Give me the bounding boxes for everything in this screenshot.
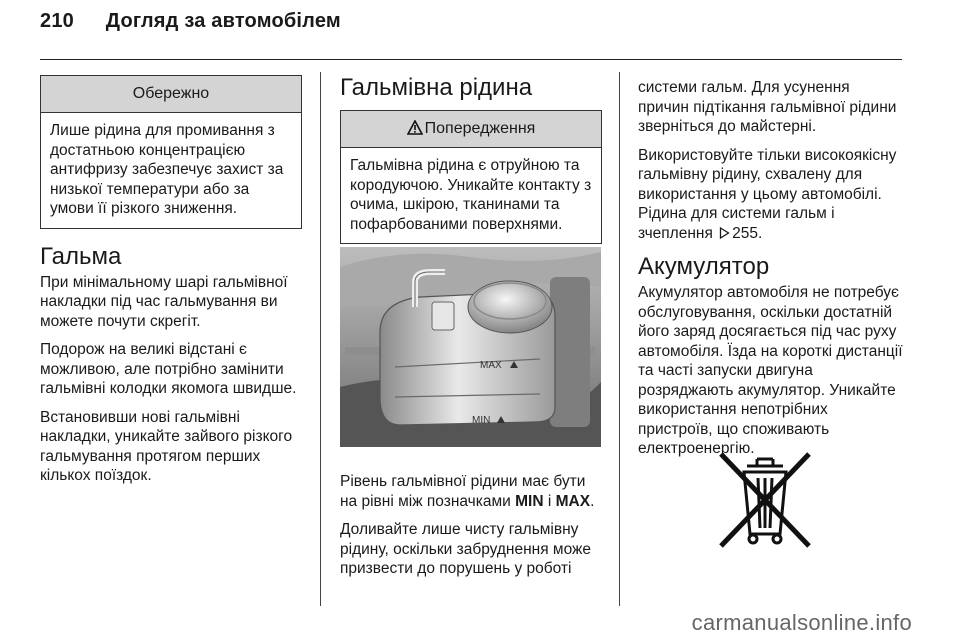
continuation-paragraph: системи гальм. Для усунення причин підтікання гальмівної рідини зверніться до майстерні. [638,79,897,135]
warning-triangle-icon [407,120,423,135]
fluid-level-paragraph [340,472,606,511]
recommend-text: Використовуйте тільки високоякісну гальмівну рідину, схвалену для використання у цьому автомобілі. Рідина для системи гальм і зчеплення [638,146,897,242]
fluid-level-end: . [590,492,595,510]
brake-fluid-heading: Гальмівна рідина [340,74,533,101]
brakes-paragraph-1: При мінімальному шарі гальмівної накладки під час гальмування ви можете почути скрегіт. [40,273,288,330]
fluid-level-text: Рівень гальмівної рідини має бути на рівні між позначками [340,473,586,510]
reservoir-max-label: MAX [480,360,502,371]
recommend-paragraph [638,146,904,244]
triangle-ref-icon [719,227,730,239]
warning-header [341,111,601,148]
page-number: 210 [40,10,74,32]
page-header [40,10,341,33]
left-column [40,75,302,495]
middle-column [340,74,602,244]
ref-page-link[interactable]: 255. [732,224,763,242]
page-title: Догляд за автомобілем [105,10,341,32]
brake-fluid-reservoir-photo [340,247,601,447]
fluid-level-and: і [547,492,552,510]
brakes-paragraph-2: Подорож на великі відстані є можливою, але потрібно замінити гальмівні колодки якомога швидше. [40,341,297,397]
reservoir-min-label: MIN [472,415,491,426]
brakes-paragraph-3: Встановивши нові гальмівні накладки, уникайте зайвого різкого гальмування протягом перших кількох поїздок. [40,408,293,484]
crossed-out-wheelie-bin-icon [713,446,817,552]
caution-box [40,75,302,229]
column-divider-1 [320,72,321,606]
middle-column-lower [340,472,606,588]
brakes-heading: Гальма [40,242,122,270]
fluid-level-min: MIN [515,492,544,510]
watermark: carmanualsonline.info [691,610,912,635]
battery-paragraph: Акумулятор автомобіля не потребує обслуговування, оскільки достатній його заряд досягається під час руху автомобіля. Їзда на короткі дистанції та часті запуски двигуна розряджають акумулятор. Уникайте використання непотрібних пристроїв, що споживають електроенергію. [638,284,903,457]
warning-text: Гальмівна рідина є отруйною та кородуючою. Уникайте контакту з очима, шкірою, тканинами та пофарбованими поверхнями. [350,157,592,233]
caution-title: Обережно [41,76,301,113]
caution-text: Лише рідина для промивання з достатньою концентрацією антифризу забезпечує захист за низької температури або за умови її різкого зниження. [50,122,284,217]
warning-box [340,110,602,244]
column-divider-2 [619,72,620,606]
topup-paragraph: Доливайте лише чисту гальмівну рідину, оскільки забруднення може призвести до порушень у роботі [340,521,592,577]
right-column [638,78,904,468]
fluid-level-max: MAX [555,492,591,510]
warning-title: Попередження [424,120,536,137]
battery-heading: Акумулятор [638,253,770,280]
header-rule [40,59,902,60]
